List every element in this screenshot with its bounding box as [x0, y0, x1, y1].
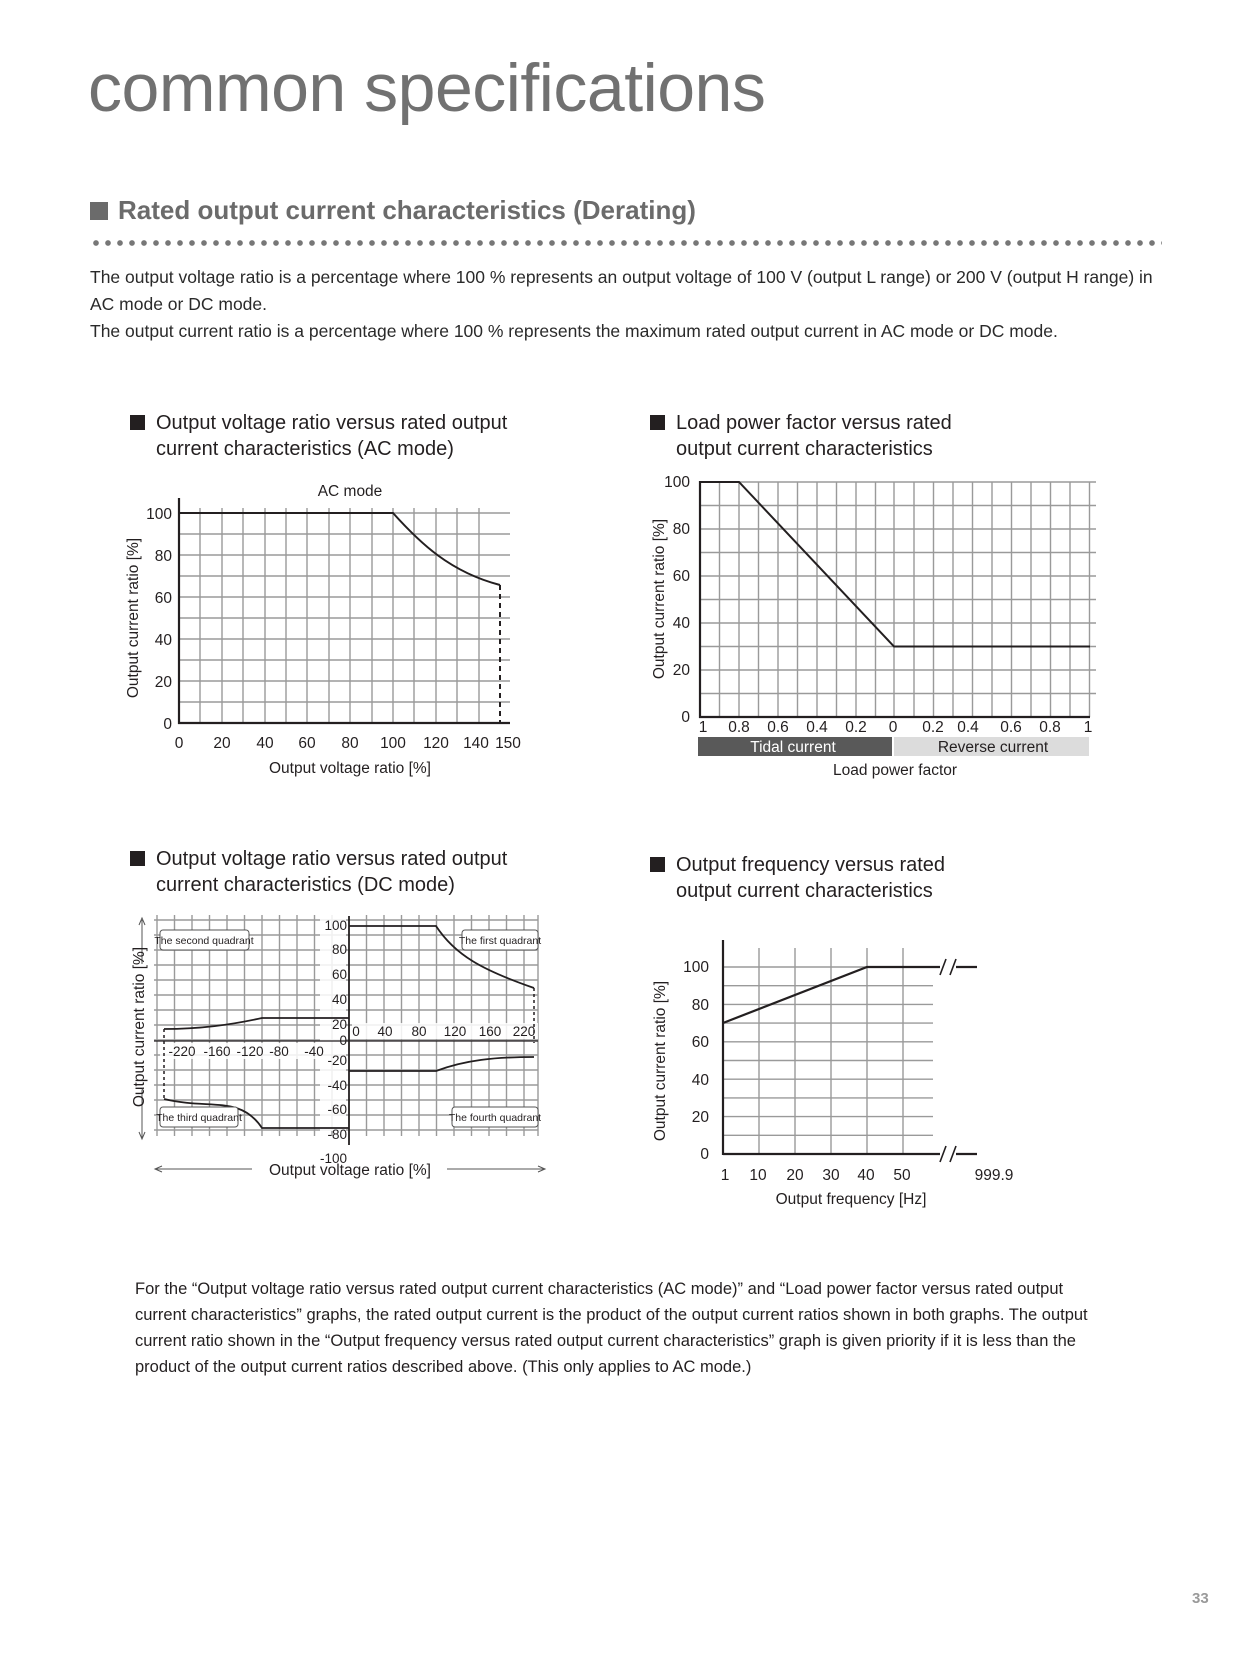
svg-text:100: 100	[664, 474, 690, 491]
svg-text:0: 0	[681, 709, 690, 726]
svg-text:100: 100	[683, 959, 709, 976]
svg-text:50: 50	[893, 1167, 911, 1184]
pf-y-label: Output current ratio [%]	[651, 518, 668, 680]
ac-title-line2: current characteristics (AC mode)	[156, 438, 454, 460]
pf-x-ticks	[699, 719, 1093, 736]
svg-text:40: 40	[672, 615, 690, 632]
ac-chart-title	[130, 410, 507, 462]
dc-mode-chart	[120, 910, 560, 1230]
svg-text:60: 60	[298, 735, 316, 752]
freq-chart-title	[650, 852, 945, 904]
svg-text:220: 220	[512, 1024, 536, 1039]
freq-y-label: Output current ratio [%]	[652, 980, 669, 1142]
pf-y-ticks	[664, 474, 690, 726]
svg-text:100: 100	[324, 918, 347, 933]
svg-text:80: 80	[341, 735, 359, 752]
ac-y-label: Output current ratio [%]	[125, 537, 142, 699]
dc-chart-title	[130, 846, 507, 898]
page-title: common specifications	[88, 50, 766, 126]
svg-text:140: 140	[463, 735, 489, 752]
section-heading-text: Rated output current characteristics (Derating)	[118, 195, 696, 225]
intro-paragraph-voltage: The output voltage ratio is a percentage where 100 % represents an output voltage of 100 V (output L range) or 200 V (output H range) in AC mode or DC mode.	[90, 267, 1153, 314]
freq-curve	[723, 967, 977, 1023]
svg-text:0.6: 0.6	[767, 719, 789, 736]
svg-text:1: 1	[1083, 719, 1093, 736]
svg-text:-40: -40	[304, 1044, 324, 1059]
svg-text:0: 0	[339, 1033, 347, 1048]
svg-text:40: 40	[256, 735, 274, 752]
svg-text:-100: -100	[319, 1151, 347, 1166]
svg-text:20: 20	[331, 1017, 347, 1032]
load-power-factor-chart	[640, 470, 1110, 790]
svg-text:1: 1	[720, 1167, 730, 1184]
svg-text:1: 1	[698, 719, 708, 736]
dc-title-line2: current characteristics (DC mode)	[156, 874, 455, 896]
bullet-square-icon	[650, 415, 665, 430]
freq-x-ticks	[721, 1167, 1014, 1184]
footnote: For the “Output voltage ratio versus rated output current characteristics (AC mode)” and “Load power factor versus rated output current characteristics” graphs, the rated output current is the product of the output current ratios shown in both graphs. The output current ratio shown in the “Output frequency versus rated output current characteristics” graph is given priority if it is less than the product of the output current ratios described above. (This only applies to AC mode.)	[135, 1280, 1088, 1376]
ac-title-line1: Output voltage ratio versus rated output	[156, 412, 508, 434]
heading-square-icon	[90, 202, 108, 220]
svg-text:0: 0	[163, 716, 172, 733]
freq-title-line2: output current characteristics	[676, 880, 933, 902]
svg-text:60: 60	[331, 967, 347, 982]
pf-x-label: Load power factor	[832, 762, 958, 779]
ac-subtitle: AC mode	[317, 483, 383, 500]
bullet-square-icon	[650, 857, 665, 872]
pf-title-line1: Load power factor versus rated	[676, 412, 952, 434]
svg-text:80: 80	[672, 521, 690, 538]
svg-text:20: 20	[786, 1167, 804, 1184]
svg-text:-220: -220	[168, 1044, 196, 1059]
svg-text:100: 100	[380, 735, 406, 752]
svg-text:40: 40	[154, 632, 172, 649]
svg-text:60: 60	[672, 568, 690, 585]
svg-text:-40: -40	[327, 1078, 347, 1093]
svg-text:20: 20	[672, 662, 690, 679]
svg-text:150: 150	[495, 735, 521, 752]
svg-text:0.8: 0.8	[1039, 719, 1061, 736]
svg-text:-60: -60	[327, 1102, 347, 1117]
svg-text:20: 20	[154, 674, 172, 691]
svg-text:60: 60	[154, 590, 172, 607]
dc-title-line1: Output voltage ratio versus rated output	[156, 848, 508, 870]
svg-text:0.2: 0.2	[845, 719, 867, 736]
svg-text:120: 120	[443, 1024, 467, 1039]
bullet-square-icon	[130, 851, 145, 866]
svg-text:80: 80	[331, 942, 347, 957]
svg-text:160: 160	[478, 1024, 502, 1039]
svg-text:0.6: 0.6	[1000, 719, 1022, 736]
third-quadrant-label: The third quadrant	[156, 1112, 242, 1124]
axis-break-icon	[940, 959, 956, 1162]
svg-text:20: 20	[213, 735, 231, 752]
svg-text:-160: -160	[203, 1044, 231, 1059]
freq-title-line1: Output frequency versus rated	[676, 854, 946, 876]
svg-text:100: 100	[146, 506, 172, 523]
svg-text:40: 40	[857, 1167, 875, 1184]
dc-x-label: Output voltage ratio [%]	[269, 1162, 431, 1179]
svg-text:120: 120	[423, 735, 449, 752]
pf-grid	[700, 482, 1096, 717]
tidal-current-label: Tidal current	[750, 739, 836, 756]
svg-text:0.8: 0.8	[728, 719, 750, 736]
fourth-quadrant-label: The fourth quadrant	[448, 1112, 542, 1124]
ac-x-ticks	[175, 735, 522, 752]
ac-x-label: Output voltage ratio [%]	[269, 760, 431, 777]
bullet-square-icon	[130, 415, 145, 430]
ac-curve	[179, 513, 500, 585]
intro-paragraph-current: The output current ratio is a percentage where 100 % represents the maximum rated output current in AC mode or DC mode.	[90, 321, 1058, 341]
dotted-divider	[90, 238, 1162, 248]
svg-text:10: 10	[749, 1167, 767, 1184]
svg-text:40: 40	[331, 992, 347, 1007]
svg-text:999.9: 999.9	[974, 1167, 1014, 1184]
ac-mode-chart	[120, 470, 550, 790]
ac-y-ticks	[146, 506, 172, 733]
svg-text:20: 20	[691, 1109, 709, 1126]
pf-title-line2: output current characteristics	[676, 438, 933, 460]
svg-text:0: 0	[174, 735, 184, 752]
freq-y-ticks	[683, 959, 709, 1163]
svg-text:0.4: 0.4	[957, 719, 979, 736]
freq-x-label: Output frequency [Hz]	[775, 1191, 927, 1208]
svg-text:0: 0	[888, 719, 898, 736]
svg-text:80: 80	[154, 548, 172, 565]
first-quadrant-label: The first quadrant	[458, 935, 542, 947]
svg-text:-80: -80	[327, 1127, 347, 1142]
svg-text:80: 80	[691, 997, 709, 1014]
page-number: 33	[1192, 1590, 1209, 1607]
svg-text:-20: -20	[327, 1053, 347, 1068]
second-quadrant-label: The second quadrant	[154, 935, 254, 947]
svg-text:40: 40	[691, 1072, 709, 1089]
section-heading	[90, 195, 696, 226]
svg-text:-80: -80	[269, 1044, 289, 1059]
svg-text:80: 80	[411, 1024, 427, 1039]
intro-text	[90, 264, 1170, 345]
svg-text:0: 0	[352, 1024, 360, 1039]
pf-chart-title	[650, 410, 952, 462]
dc-y-label: Output current ratio [%]	[131, 946, 148, 1108]
svg-text:30: 30	[822, 1167, 840, 1184]
svg-text:-120: -120	[236, 1044, 264, 1059]
frequency-chart	[640, 930, 1060, 1230]
ac-grid	[179, 508, 510, 723]
svg-text:60: 60	[691, 1034, 709, 1051]
svg-text:0: 0	[700, 1146, 709, 1163]
svg-text:0.4: 0.4	[806, 719, 828, 736]
svg-text:40: 40	[377, 1024, 393, 1039]
svg-text:0.2: 0.2	[922, 719, 944, 736]
freq-grid	[723, 948, 933, 1154]
reverse-current-label: Reverse current	[937, 739, 1049, 756]
